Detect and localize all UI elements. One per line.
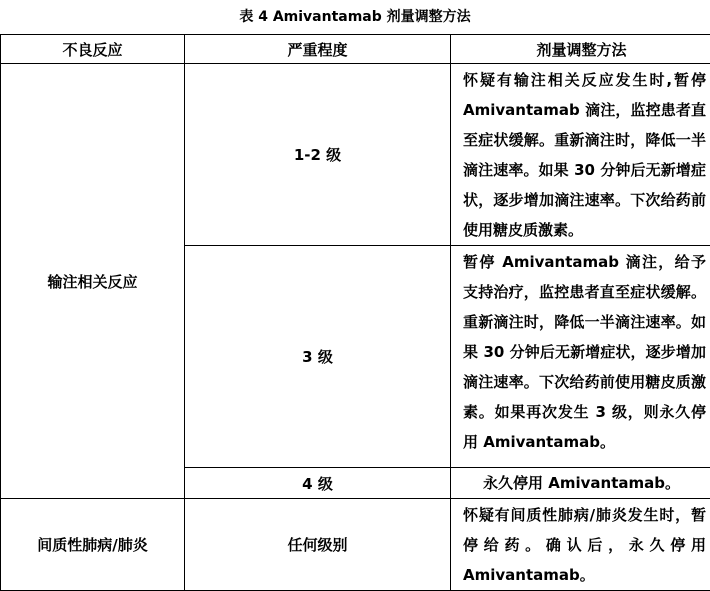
method-cell: 暂停 Amivantamab 滴注，给予支持治疗，监控患者直至症状缓解。重新滴注时，降低一半滴注速率。如果 30 分钟后无新增症状，逐步增加滴注速率。下次给药前使用糖皮质激素。如果再次发生 3 级，则永久停用 Amivantamab。	[451, 246, 710, 468]
severity-cell: 4 级	[185, 468, 451, 499]
reaction-cell: 间质性肺病/肺炎	[1, 499, 185, 591]
table-row	[1, 64, 710, 246]
table-caption: 表 4 Amivantamab 剂量调整方法	[0, 0, 710, 34]
severity-cell: 1-2 级	[185, 64, 451, 246]
header-row	[1, 35, 710, 64]
header-severity: 严重程度	[185, 35, 451, 64]
reaction-cell: 输注相关反应	[1, 64, 185, 499]
table-row	[1, 499, 710, 591]
severity-cell: 任何级别	[185, 499, 451, 591]
header-dose-method: 剂量调整方法	[451, 35, 710, 64]
method-cell: 永久停用 Amivantamab。	[451, 468, 710, 499]
dose-adjustment-table	[0, 34, 710, 591]
method-cell: 怀疑有输注相关反应发生时,暂停 Amivantamab 滴注，监控患者直至症状缓解。重新滴注时，降低一半滴注速率。如果 30 分钟后无新增症状，逐步增加滴注速率。下次给药前使用糖皮质激素。	[451, 64, 710, 246]
method-cell: 怀疑有间质性肺病/肺炎发生时，暂停给药。确认后，永久停用 Amivantamab。	[451, 499, 710, 591]
header-adverse-reaction: 不良反应	[1, 35, 185, 64]
severity-cell: 3 级	[185, 246, 451, 468]
